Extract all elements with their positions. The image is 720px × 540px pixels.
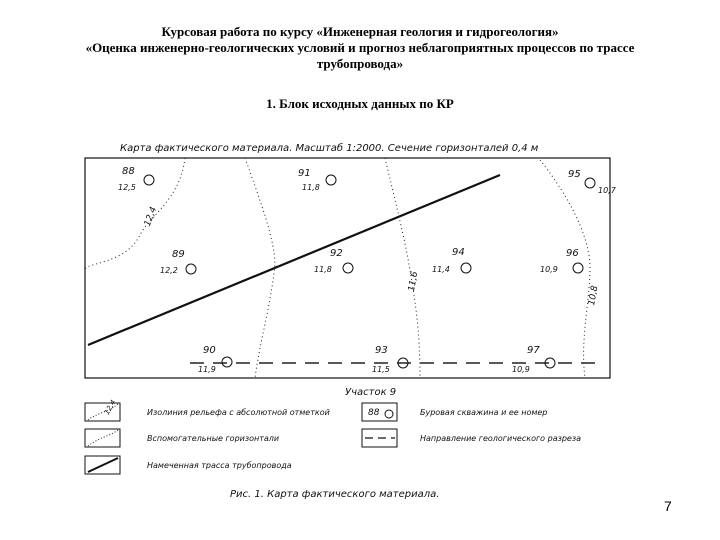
well-icon <box>144 175 154 185</box>
well-elevation: 10,9 <box>512 365 530 374</box>
well-number: 89 <box>172 249 185 260</box>
well-icon <box>343 263 353 273</box>
well-icon <box>222 357 232 367</box>
header-line-2: «Оценка инженерно-геологических условий и прогноз неблагоприятных процессов по трассе <box>85 40 635 55</box>
contour-label: 10,8 <box>587 284 601 307</box>
well-icon <box>461 263 471 273</box>
section-title: 1. Блок исходных данных по КР <box>266 96 454 111</box>
well-number: 91 <box>298 168 311 179</box>
well-elevation: 12,5 <box>118 183 136 192</box>
well-number: 97 <box>527 345 540 356</box>
well-elevation: 11,8 <box>302 183 320 192</box>
well-number: 90 <box>203 345 216 356</box>
well-icon <box>186 264 196 274</box>
well-number: 92 <box>330 248 343 259</box>
legend-contour-value: 12,4 <box>102 398 118 417</box>
legend-well-icon <box>385 410 393 418</box>
pipeline-route <box>88 175 500 345</box>
legend-aux-sample <box>88 430 118 446</box>
well-number: 96 <box>566 248 579 259</box>
figure-caption: Рис. 1. Карта фактического материала. <box>230 489 440 500</box>
well-elevation: 11,9 <box>198 365 216 374</box>
well-elevation: 11,8 <box>314 265 332 274</box>
header-line-1: Курсовая работа по курсу «Инженерная геология и гидрогеология» <box>161 24 559 39</box>
contour-label: 12,4 <box>142 205 160 228</box>
contour-line-aux-1 <box>245 158 275 378</box>
well-number: 88 <box>122 166 135 177</box>
well-icon <box>326 175 336 185</box>
map-legend <box>85 399 581 474</box>
contour-label: 11,6 <box>406 270 421 293</box>
well-number: 93 <box>375 345 388 356</box>
legend-section-text: Направление геологического разреза <box>420 434 582 443</box>
legend-contour-text: Изолиния рельефа с абсолютной отметкой <box>147 408 330 417</box>
legend-well-text: Буровая скважина и ее номер <box>420 408 548 417</box>
contour-line-11-6 <box>385 158 420 378</box>
header-line-3: трубопровода» <box>316 56 404 71</box>
page-number: 7 <box>664 498 672 514</box>
map-title: Карта фактического материала. Масштаб 1:2000. Сечение горизонталей 0,4 м <box>120 143 539 154</box>
legend-aux-text: Вспомогательные горизонтали <box>147 434 280 443</box>
well-number: 94 <box>452 247 465 258</box>
well-elevation: 10,9 <box>540 265 558 274</box>
well-elevation: 11,4 <box>432 265 450 274</box>
well-elevation: 12,2 <box>160 266 178 275</box>
well-number: 95 <box>568 169 581 180</box>
well-elevation: 10,7 <box>598 186 616 195</box>
legend-pipeline-text: Намеченная трасса трубопровода <box>147 461 292 470</box>
well-icon <box>573 263 583 273</box>
well-elevation: 11,5 <box>372 365 390 374</box>
contour-line-12-4 <box>85 158 185 270</box>
well-icon <box>585 178 595 188</box>
legend-pipeline-sample <box>88 458 118 472</box>
legend-well-number: 88 <box>368 408 380 418</box>
area-label: Участок 9 <box>345 387 397 398</box>
